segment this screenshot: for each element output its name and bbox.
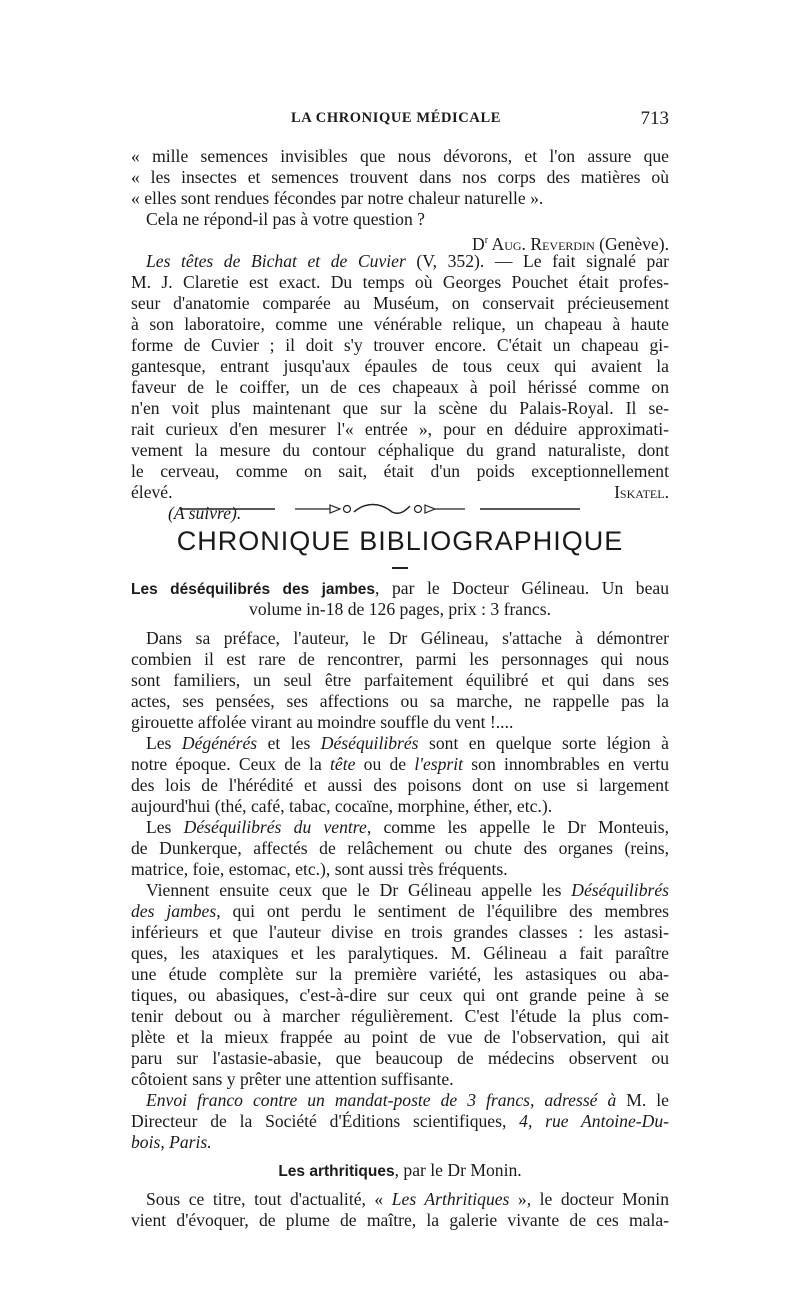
text-line: Cela ne répond-il pas à votre question ? [146,209,425,229]
signature-reverdin: $D^r$ Aug. Reverdin (Genève). [472,233,669,254]
book-entry-2: Les arthritiques, par le Dr Monin. [278,1160,522,1180]
text-line: combien il est rare de rencontrer, parmi les personnages qui nous [131,649,669,669]
text-line: de Dunkerque, affectés de relâchement ou chute des organes (reins, [131,838,669,858]
ornament-divider [180,500,580,518]
text-line: n'en voit plus maintenant que sur la scène du Palais-Royal. Il se- [131,398,669,418]
text-line: Les têtes de Bichat et de Cuvier (V, 352). — Le fait signalé par [146,251,669,271]
text-line: le cerveau, comme on sait, était d'un poids exceptionnellement [131,461,669,481]
text-line: girouette affolée virant au moindre souffle du vent !.... [131,712,514,732]
text-line: gantesque, entrant jusqu'aux épaules de tous ceux qui avaient la [131,356,669,376]
text-line: sont familiers, un seul être parfaitement équilibré et qui dans ses [131,670,669,690]
text-line: paru sur l'astasie-abasie, que beaucoup de médecins observent ou [131,1048,669,1068]
to-be-continued: (A suivre). [168,503,242,523]
text-line: M. J. Claretie est exact. Du temps où Georges Pouchet était profes- [131,272,669,292]
text-line: notre époque. Ceux de la tête ou de l'esprit son innombrables en vertu [131,754,669,774]
text-line: à son laboratoire, comme une vénérable relique, un chapeau à haute [131,314,669,334]
text-line: rait curieux d'en mesurer l'« entrée », pour en déduire approximati- [131,419,669,439]
signature-iskatel: Iskatel. [614,482,669,502]
text-line: Envoi franco contre un mandat-poste de 3 francs, adressé à M. le [146,1090,669,1110]
text-line: Viennent ensuite ceux que le Dr Gélineau appelle les Déséquilibrés [146,880,669,900]
text-line: vient d'évoquer, de plume de maître, la galerie vivante de ces mala- [131,1210,669,1230]
text-line: faveur de le coiffer, un de ces chapeaux à poil hérissé comme on [131,377,669,397]
text-line: tiques, ou abasiques, c'est-à-dire sur ceux qui ont grande peine à se [131,985,669,1005]
text-line: élevé. [131,482,173,502]
text-line: vement la mesure du contour céphalique du grand naturaliste, dont [131,440,669,460]
text-line: aujourd'hui (thé, café, tabac, cocaïne, morphine, éther, etc.). [131,796,553,816]
text-line: une étude complète sur la première variété, les astasiques ou aba- [131,964,669,984]
text-line: forme de Cuvier ; il doit s'y trouver encore. C'était un chapeau gi- [131,335,669,355]
text-line: bois, Paris. [131,1132,212,1152]
text-line: Sous ce titre, tout d'actualité, « Les Arthritiques », le docteur Monin [146,1189,669,1209]
text-line: tenir debout ou à marcher régulièrement. C'est l'étude la plus com- [131,1006,669,1026]
text-line: des lois de l'hérédité et aussi des poisons dont on use si largement [131,775,669,795]
text-line: actes, ses pensées, ses affections ou sa marche, ne rappelle pas la [131,691,669,711]
text-line: matrice, foie, estomac, etc.), sont aussi très fréquents. [131,859,508,879]
text-line: Les Déséquilibrés du ventre, comme les appelle le Dr Monteuis, [146,817,669,837]
text-line: inférieurs et que l'auteur divise en trois grandes classes : les astasi- [131,922,669,942]
text-line: des jambes, qui ont perdu le sentiment de l'équilibre des membres [131,901,669,921]
page-header [131,108,669,132]
text-line: « mille semences invisibles que nous dévorons, et l'on assure que [131,146,669,166]
text-line: seur d'anatomie comparée au Muséum, on conservait précieusement [131,293,669,313]
text-line: Directeur de la Société d'Éditions scientifiques, 4, rue Antoine-Du- [131,1111,669,1131]
text-line: plète et la mieux frappée au point de vue de l'observation, qui ait [131,1027,669,1047]
text-line: Dans sa préface, l'auteur, le Dr Gélineau, s'attache à démontrer [146,628,669,648]
book-entry-1: Les déséquilibrés des jambes, par le Docteur Gélineau. Un beau [131,578,669,598]
title-rule [392,567,408,569]
section-title: CHRONIQUE BIBLIOGRAPHIQUE [176,526,624,556]
text-line: volume in-18 de 126 pages, prix : 3 francs. [249,599,551,619]
running-title: LA CHRONIQUE MÉDICALE [291,110,501,126]
text-line: « les insectes et semences trouvent dans nos corps des matières où [131,167,669,187]
text-line: ques, les ataxiques et les paralytiques. M. Gélineau a fait paraître [131,943,669,963]
text-line: Les Dégénérés et les Déséquilibrés sont en quelque sorte légion à [146,733,669,753]
text-line: « elles sont rendues fécondes par notre chaleur naturelle ». [131,188,544,208]
text-line: côtoient sans y prêter une attention suffisante. [131,1069,454,1089]
page-number: 713 [640,108,669,129]
